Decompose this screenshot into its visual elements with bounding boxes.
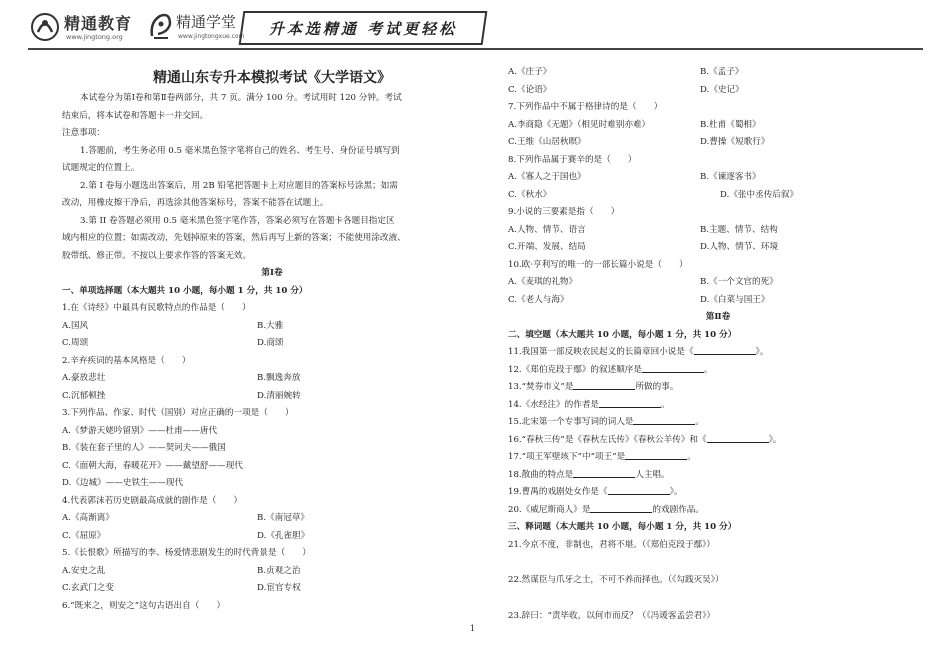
option-row	[62, 580, 482, 598]
notice-line: 域内相应的位置；如需改动，先划掉原来的答案，然后再写上新的答案；不能使用涂改液、	[62, 233, 406, 243]
fill-question-text: 19.曹禺的戏剧处女作是《	[508, 487, 608, 497]
fill-question-16	[508, 432, 928, 450]
slogan-text: 升本选精通 考试更轻松	[268, 19, 458, 38]
slogan-box	[239, 11, 488, 45]
jingtong-logo-icon	[30, 12, 60, 42]
notice-line: 3.第 II 卷答题必须用 0.5 毫米黑色签字笔作答，答案必须写在答题卡各题目指定区	[80, 215, 395, 226]
brand-name-1: 精通教育	[64, 14, 133, 33]
explain-question-21: 21.今京不度，非制也，君将不堪。（《郑伯克段于鄢》）	[508, 539, 716, 550]
answer-blank[interactable]	[599, 397, 661, 408]
answer-space	[508, 554, 928, 572]
intro-line: 本试卷分为第Ⅰ卷和第Ⅱ卷两部分，共 7 页。满分 100 分。考试用时 120 分钟。考试	[80, 93, 402, 103]
option-row	[62, 335, 482, 353]
answer-blank[interactable]	[642, 362, 704, 373]
option: C.周颂	[62, 338, 89, 348]
option: C.《秋水》	[508, 189, 552, 200]
fill-question-text: 14.《水经注》的作者是	[508, 399, 600, 410]
fill-question-13	[508, 379, 928, 397]
section-1-heading: 一、单项选择题（本大题共 10 小题，每小题 1 分，共 10 分）	[62, 285, 308, 296]
option-row	[62, 510, 482, 528]
part-2-heading: 第Ⅱ卷	[705, 312, 731, 322]
question-7: 7.下列作品中不属于格律诗的是（ ）	[508, 102, 663, 112]
fill-question-text: 13.“焚券市义”是	[508, 382, 574, 392]
option: B.贞观之治	[257, 565, 301, 576]
question-1: 1.在《诗经》中最具有民歌特点的作品是（ ）	[62, 303, 251, 313]
question-9: 9.小说的三要素是指（ ）	[508, 207, 620, 217]
answer-blank[interactable]	[707, 432, 769, 443]
fill-in-list	[508, 344, 928, 519]
option-row	[62, 318, 482, 336]
option: B.杜甫《蜀相》	[700, 119, 761, 130]
question-8: 8.下列作品属于赛辛的是（ ）	[508, 154, 637, 165]
option: B.《装在套子里的人》——契诃夫——俄国	[62, 443, 226, 453]
fill-question-text: 18.散曲的特点是	[508, 469, 574, 480]
section-2-heading: 二、填空题（本大题共 10 小题，每小题 1 分，共 10 分）	[508, 329, 737, 340]
option: D.商颂	[257, 338, 284, 348]
option-row	[508, 134, 928, 152]
option: A.安史之乱	[62, 565, 106, 576]
option: D.《史记》	[700, 84, 744, 95]
jingtong-xuetang-logo-icon	[148, 10, 174, 42]
fill-question-text: 11.我国第一部反映农民起义的长篇章回小说是《	[508, 347, 694, 357]
option: A.《寡人之于国也》	[508, 172, 586, 182]
fill-question-suffix: 》。	[768, 434, 782, 445]
option-row	[508, 274, 928, 292]
fill-question-text: 12.《郑伯克段于鄢》的叙述顺序是	[508, 364, 642, 375]
fill-question-15	[508, 414, 928, 432]
option: A.《麦琪的礼物》	[508, 277, 578, 287]
question-3: 3.下列作品、作家、时代（国别）对应正确的一项是（ ）	[62, 408, 294, 418]
option: C.玄武门之变	[62, 583, 114, 593]
fill-question-suffix: 。	[703, 364, 713, 375]
fill-question-suffix: 的戏剧作品。	[652, 504, 704, 515]
notice-line: 胶带纸、修正带。不按以上要求作答的答案无效。	[62, 250, 252, 261]
option-row	[508, 292, 928, 310]
answer-space	[508, 590, 928, 608]
option: D.《孔雀胆》	[257, 530, 310, 541]
intro-line: 结束后，将本试卷和答题卡一并交回。	[62, 110, 209, 121]
option: B.主题、情节、结构	[700, 224, 778, 235]
left-column	[62, 62, 482, 615]
option-row	[508, 239, 928, 257]
fill-question-14	[508, 397, 928, 415]
answer-blank[interactable]	[625, 449, 687, 460]
option: D.曹操《短歌行》	[700, 137, 770, 147]
brand-name-2: 精通学堂	[176, 13, 237, 31]
section-3-heading: 三、释词题（本大题共 10 小题，每小题 1 分，共 10 分）	[508, 522, 737, 532]
fill-question-text: 16.“春秋三传”是《春秋左氏传》《春秋公羊传》和《	[508, 434, 707, 445]
option: D.《白菜与国王》	[700, 294, 770, 305]
option: D.《张中丞传后叙》	[720, 189, 799, 200]
option: C.王维《山居秋暝》	[508, 137, 586, 147]
fill-question-suffix: 》。	[669, 487, 683, 497]
option-row	[62, 528, 482, 546]
option: B.《谏逐客书》	[700, 172, 761, 182]
notice-line: 1.答题前，考生务必用 0.5 毫米黑色签字笔将自己的姓名、考生号、身份证号填写到	[80, 145, 400, 156]
fill-question-suffix: 》。	[755, 347, 769, 357]
option-row	[62, 563, 482, 581]
option-row	[508, 82, 928, 100]
fill-question-suffix: 。	[695, 417, 704, 427]
option-row	[508, 169, 928, 187]
notice-line: 2.第 Ⅰ 卷每小题选出答案后，用 2B 铅笔把答题卡上对应题目的答案标号涂黑；如需	[80, 180, 398, 191]
brand-url-1: www.jingtong.org	[66, 33, 123, 41]
answer-blank[interactable]	[608, 484, 670, 495]
question-5: 5.《长恨歌》所描写的李、杨爱情悲剧发生的时代背景是（ ）	[62, 548, 311, 558]
option: A.《梦游天姥吟留别》——杜甫——唐代	[62, 425, 218, 436]
option: A.人物、情节、语言	[508, 224, 586, 235]
option-row	[62, 388, 482, 406]
answer-blank[interactable]	[573, 467, 635, 478]
fill-question-text: 15.北宋第一个专事写词的词人是	[508, 417, 634, 427]
question-10: 10.欧·亨利写的唯一的一部长篇小说是（ ）	[508, 259, 688, 270]
option: A.《庄子》	[508, 67, 552, 77]
option: C.《屈原》	[62, 530, 106, 541]
option-row	[508, 64, 928, 82]
fill-question-suffix: 。	[687, 452, 696, 462]
option: B.大雅	[257, 320, 284, 331]
option-row	[508, 117, 928, 135]
option: C.沉郁顿挫	[62, 390, 106, 401]
option: A.李商隐《无题》（相见时难别亦难）	[508, 119, 651, 130]
fill-question-12	[508, 362, 928, 380]
page-number: 1	[470, 624, 476, 633]
fill-question-17	[508, 449, 928, 467]
option: B.飘逸奔放	[257, 373, 301, 383]
fill-question-19	[508, 484, 928, 502]
question-6: 6.“既来之，则安之”这句古语出自（ ）	[62, 600, 226, 611]
brand-url-2: www.jingtongxue.com	[178, 33, 245, 40]
option: A.国风	[62, 320, 89, 331]
fill-question-suffix: 人主唱。	[635, 469, 670, 480]
fill-question-suffix: 。	[661, 399, 670, 410]
notice-line: 试题规定的位置上。	[62, 163, 140, 173]
answer-blank[interactable]	[694, 344, 756, 355]
fill-question-text: 20.《威尼斯商人》是	[508, 504, 591, 515]
notice-line: 改动，用橡皮擦干净后，再选涂其他答案标号，答案不能答在试题上。	[62, 198, 329, 208]
option: A.《高渐离》	[62, 513, 114, 523]
page-header	[28, 8, 923, 50]
right-column	[508, 64, 928, 625]
option-row	[508, 187, 928, 205]
question-2: 2.辛弃疾词的基本风格是（ ）	[62, 355, 191, 366]
option: D.宦官专权	[257, 583, 301, 593]
option: D.人物、情节、环境	[700, 242, 779, 252]
option: C.《论语》	[508, 84, 552, 95]
option: B.《一个文官的死》	[700, 277, 778, 287]
exam-title: 精通山东专升本模拟考试《大学语文》	[153, 70, 391, 86]
fill-question-18	[508, 467, 928, 485]
option: B.《南冠草》	[257, 513, 310, 523]
explain-question-22: 22.然谋臣与爪牙之士，不可不养而择也。（《勾践灭吴》）	[508, 575, 724, 585]
option: B.《孟子》	[700, 67, 744, 77]
option: D.清丽婉转	[257, 390, 301, 401]
question-4: 4.代表郭沫若历史剧最高成就的剧作是（ ）	[62, 495, 243, 506]
notice-heading: 注意事项：	[62, 128, 105, 138]
option-row	[62, 370, 482, 388]
option-row	[508, 222, 928, 240]
answer-blank[interactable]	[590, 502, 652, 513]
option: A.豪放悲壮	[62, 373, 106, 383]
option: C.《老人与海》	[508, 294, 569, 305]
answer-blank[interactable]	[573, 379, 635, 390]
part-1-heading: 第Ⅰ卷	[261, 268, 283, 278]
option: C.开端、发展、结局	[508, 242, 586, 252]
fill-question-text: 17.“项王军壁垓下”中“项王”是	[508, 452, 626, 462]
answer-blank[interactable]	[633, 414, 695, 425]
explain-question-23: 23.辞曰：“责毕收，以何市而反？（《冯谖客孟尝君》）	[508, 610, 716, 621]
option: C.《面朝大海，春暖花开》——戴望舒——现代	[62, 460, 243, 471]
fill-question-20	[508, 502, 928, 520]
fill-question-11	[508, 344, 928, 362]
option: D.《边城》——史铁生——现代	[62, 478, 184, 488]
fill-question-suffix: 所做的事。	[635, 382, 679, 392]
